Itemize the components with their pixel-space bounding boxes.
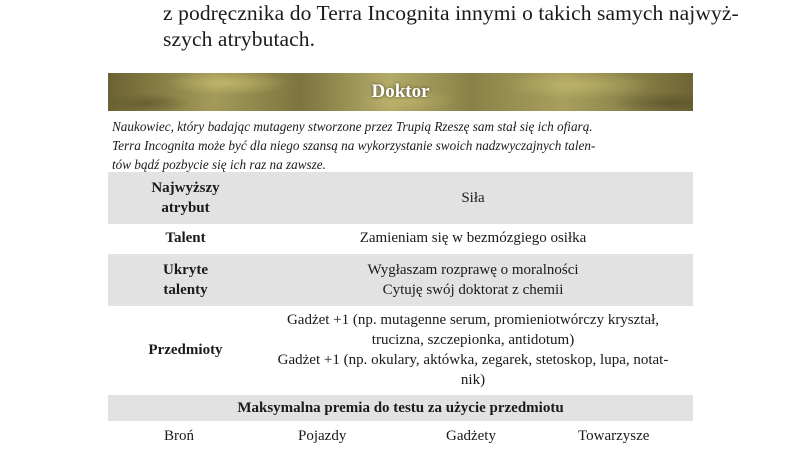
row-value bbox=[263, 224, 683, 252]
value-line: Wygłaszam rozprawę o moralności bbox=[367, 262, 579, 278]
intro-paragraph bbox=[0, 0, 800, 64]
label-line: talenty bbox=[163, 282, 208, 298]
row-label bbox=[108, 254, 263, 306]
row-items bbox=[108, 306, 693, 394]
row-talent bbox=[108, 224, 693, 252]
row-value bbox=[263, 306, 683, 394]
description-line: tów bądź pozbycie się ich raz na zawsze. bbox=[112, 157, 326, 172]
premium-header-row bbox=[108, 395, 693, 421]
row-label bbox=[108, 172, 263, 224]
label-line: atrybut bbox=[161, 200, 210, 216]
character-card bbox=[108, 73, 693, 450]
value-line: Cytuję swój doktorat z chemii bbox=[382, 282, 564, 298]
label-line: Najwyższy bbox=[151, 180, 220, 196]
row-value bbox=[263, 254, 683, 306]
value-line: Zamieniam się w bezmózgiego osiłka bbox=[359, 230, 587, 246]
row-label bbox=[108, 306, 263, 394]
category-gadgets: Gadżety bbox=[446, 428, 496, 444]
premium-categories bbox=[108, 425, 693, 447]
card-header bbox=[108, 73, 693, 111]
intro-line: z podręcznika do Terra Incognita innymi o takich samych najwyż- bbox=[163, 1, 739, 25]
category-vehicles: Pojazdy bbox=[298, 428, 347, 444]
value-line: Gadżet +1 (np. mutagenne serum, promieniotwórczy kryształ, bbox=[286, 312, 660, 328]
category-companions: Towarzysze bbox=[578, 428, 650, 444]
value-line: trucizna, szczepionka, antidotum) bbox=[371, 332, 575, 348]
category-weapons: Broń bbox=[164, 428, 194, 444]
row-label bbox=[108, 224, 263, 252]
premium-title: Maksymalna premia do testu za użycie przedmiotu bbox=[237, 399, 564, 416]
label-line: Talent bbox=[165, 230, 206, 246]
value-line: Gadżet +1 (np. okulary, aktówka, zegarek, stetoskop, lupa, notat- bbox=[277, 352, 669, 368]
description-line: Naukowiec, który badając mutageny stworzone przez Trupią Rzeszę sam stał się ich ofiarą. bbox=[112, 119, 593, 134]
row-hidden-talents bbox=[108, 254, 693, 306]
card-title: Doktor bbox=[371, 81, 430, 102]
label-line: Ukryte bbox=[163, 262, 208, 278]
description-line: Terra Incognita może być dla niego szansą na wykorzystanie swoich nadzwyczajnych talen- bbox=[112, 138, 596, 153]
label-line: Przedmioty bbox=[148, 342, 223, 358]
row-highest-attribute bbox=[108, 172, 693, 224]
value-line: nik) bbox=[460, 372, 486, 388]
value-line: Siła bbox=[461, 190, 485, 206]
row-value bbox=[263, 172, 683, 224]
intro-line: szych atrybutach. bbox=[163, 27, 316, 51]
